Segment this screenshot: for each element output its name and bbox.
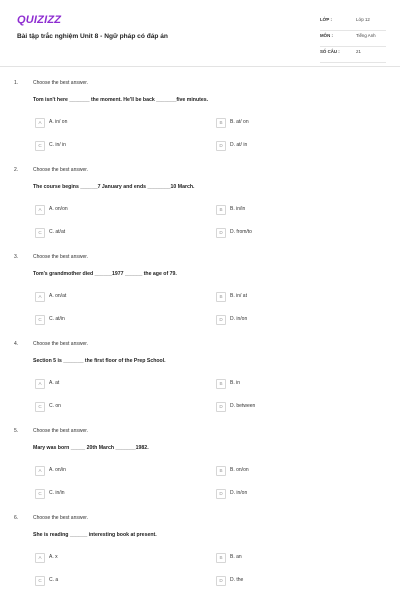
meta-row-count — [320, 47, 386, 63]
worksheet-header — [0, 0, 400, 66]
question-stem: Mary was born _____ 20th March _______1982. — [33, 445, 149, 451]
meta-key: SỐ CÂU : — [320, 49, 340, 54]
question-stem: She is reading ______ interesting book at present. — [33, 532, 157, 538]
option-text: C. on — [49, 403, 61, 409]
option-letter-box: A — [35, 292, 45, 302]
question-item — [0, 341, 400, 426]
meta-key: MÔN : — [320, 33, 333, 38]
option-letter-box: D — [216, 228, 226, 238]
meta-row-subject — [320, 31, 386, 47]
question-instruction: Choose the best answer. — [33, 428, 89, 434]
option-letter-box: B — [216, 466, 226, 476]
meta-key: LỚP : — [320, 17, 332, 22]
meta-value: 21 — [356, 49, 361, 54]
question-item — [0, 428, 400, 513]
option-letter-box: B — [216, 379, 226, 389]
question-number: 5. — [14, 428, 19, 434]
option-letter-box: C — [35, 315, 45, 325]
option-text: A. on/at — [49, 293, 67, 299]
option-letter-box: D — [216, 576, 226, 586]
quizizz-logo: QUIZIZZ — [17, 14, 62, 26]
meta-value: Tiếng Anh — [356, 33, 376, 38]
option-letter-box: C — [35, 228, 45, 238]
question-number: 3. — [14, 254, 19, 260]
question-instruction: Choose the best answer. — [33, 80, 89, 86]
option-text: C. at/at — [49, 229, 66, 235]
option-letter-box: A — [35, 466, 45, 476]
option-text: B. in/ at — [230, 293, 247, 299]
option-text: A. x — [49, 554, 58, 560]
question-number: 6. — [14, 515, 19, 521]
question-number: 2. — [14, 167, 19, 173]
question-stem: The course begins ______7 January and ends ________10 March. — [33, 184, 195, 190]
option-letter-box: A — [35, 379, 45, 389]
option-text: D. between — [230, 403, 256, 409]
option-letter-box: B — [216, 292, 226, 302]
option-text: C. in/in — [49, 490, 65, 496]
header-divider — [0, 66, 400, 67]
option-text: B. at/ on — [230, 119, 249, 125]
option-text: A. on/on — [49, 206, 68, 212]
question-instruction: Choose the best answer. — [33, 515, 89, 521]
option-text: C. a — [49, 577, 59, 583]
option-letter-box: B — [216, 118, 226, 128]
meta-row-class — [320, 15, 386, 31]
question-item — [0, 167, 400, 252]
option-letter-box: D — [216, 141, 226, 151]
option-text: B. in/in — [230, 206, 246, 212]
option-text: C. in/ in — [49, 142, 66, 148]
question-stem: Tom isn't here _______ the moment. He'll be back _______five minutes. — [33, 97, 209, 103]
option-letter-box: D — [216, 402, 226, 412]
option-letter-box: B — [216, 553, 226, 563]
option-letter-box: C — [35, 489, 45, 499]
question-instruction: Choose the best answer. — [33, 254, 89, 260]
option-letter-box: D — [216, 315, 226, 325]
option-text: B. in — [230, 380, 241, 386]
option-letter-box: C — [35, 402, 45, 412]
question-item — [0, 80, 400, 165]
option-text: D. in/on — [230, 316, 248, 322]
question-item — [0, 515, 400, 600]
question-instruction: Choose the best answer. — [33, 167, 89, 173]
document-title: Bài tập trắc nghiệm Unit 8 - Ngữ pháp có đáp án — [17, 33, 168, 40]
option-letter-box: C — [35, 141, 45, 151]
question-number: 4. — [14, 341, 19, 347]
question-number: 1. — [14, 80, 19, 86]
option-text: B. on/on — [230, 467, 249, 473]
option-text: C. at/in — [49, 316, 65, 322]
meta-info — [320, 15, 386, 63]
option-letter-box: D — [216, 489, 226, 499]
question-item — [0, 254, 400, 339]
option-text: A. at — [49, 380, 60, 386]
option-text: A. in/ on — [49, 119, 68, 125]
option-text: D. the — [230, 577, 244, 583]
option-text: B. an — [230, 554, 242, 560]
option-text: D. at/ in — [230, 142, 248, 148]
meta-value: Lớp 12 — [356, 17, 370, 22]
option-letter-box: A — [35, 118, 45, 128]
option-text: D. in/on — [230, 490, 248, 496]
question-instruction: Choose the best answer. — [33, 341, 89, 347]
option-letter-box: A — [35, 205, 45, 215]
option-letter-box: C — [35, 576, 45, 586]
option-text: A. on/in — [49, 467, 66, 473]
question-stem: Section 5 is _______ the first floor of the Prep School. — [33, 358, 166, 364]
option-letter-box: A — [35, 553, 45, 563]
option-text: D. from/to — [230, 229, 252, 235]
question-stem: Tom's grandmother died ______1977 ______ the age of 79. — [33, 271, 177, 277]
option-letter-box: B — [216, 205, 226, 215]
